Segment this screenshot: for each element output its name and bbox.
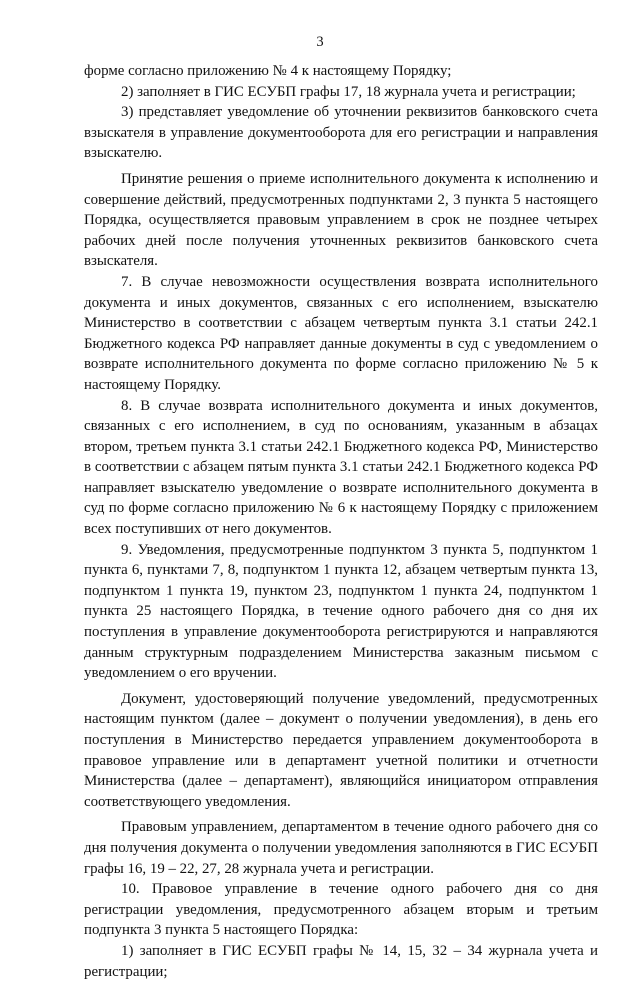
paragraph-item-9: 9. Уведомления, предусмотренные подпунктом 3 пункта 5, подпунктом 1 пункта 6, пунктами 7, 8, подпунктом 1 пункта 12, абзацем четвертым пункта 13, подпунктом 1 пункта 19, пунктом 23, подпунктом 1 пункта 24, подпунктом 1 пункта 25 настоящего Порядка, в течение одного рабочего дня со дня их поступления в управление документооборота регистрируются и направляются данным структурным подразделением Министерства заказным письмом с уведомлением о его вручении. [84,541,598,682]
paragraph-legal-department: Правовым управлением, департаментом в течение одного рабочего дня со дня получения документа о получении уведомления заполняются в ГИС ЕСУБП графы 16, 19 – 22, 27, 28 журнала учета и регистрации. [84,819,598,877]
paragraph-item-10: 10. Правовое управление в течение одного рабочего дня со дня регистрации уведомления, предусмотренного абзацем вторым и третьим подпункта 3 пункта 5 настоящего Порядка: [84,881,598,939]
document-body [84,61,598,982]
paragraph-decision: Принятие решения о приеме исполнительного документа к исполнению и совершение действий, предусмотренных подпунктами 2, 3 пункта 5 настоящего Порядка, осуществляется правовым управлением в срок не позднее четырех рабочих дней после получения уточненных реквизитов банковского счета взыскателя. [84,170,598,270]
paragraph-item-7: 7. В случае невозможности осуществления возврата исполнительного документа и иных документов, связанных с его исполнением, взыскателю Министерство в соответствии с абзацем четвертым пункта 3.1 статьи 242.1 Бюджетного кодекса РФ направляет данные документы в суд с уведомлением о возврате исполнительного документа по форме согласно приложению № 5 к настоящему Порядку. [84,273,598,393]
paragraph-item-8: 8. В случае возврата исполнительного документа и иных документов, связанных с его исполнением, в суд по основаниям, указанным в абзацах втором, третьем пункта 3.1 статьи 242.1 Бюджетного кодекса РФ, Министерство в соответствии с абзацем пятым пункта 3.1 статьи 242.1 Бюджетного кодекса РФ направляет взыскателю уведомление о возврате исполнительного документа в суд по форме согласно приложению № 6 к настоящему Порядку с приложением всех поступивших от него документов. [84,397,598,538]
paragraph-item-10-sub-1: 1) заполняет в ГИС ЕСУБП графы № 14, 15, 32 – 34 журнала учета и регистрации; [84,942,598,980]
paragraph-continuation: форме согласно приложению № 4 к настоящему Порядку; [84,63,452,79]
paragraph-subitem-3: 3) представляет уведомление об уточнении реквизитов банковского счета взыскателя в управление документооборота для его регистрации и направления взыскателю. [84,104,598,162]
paragraph-subitem-2: 2) заполняет в ГИС ЕСУБП графы 17, 18 журнала учета и регистрации; [121,83,576,100]
paragraph-delivery-document: Документ, удостоверяющий получение уведомлений, предусмотренных настоящим пунктом (далее – документ о получении уведомления), в день его поступления в Министерство передается управлением документооборота в правовое управление или в департамент учетной политики и отчетности Министерства (далее – департамент), являющийся инициатором отправления соответствующего уведомления. [84,690,598,810]
page-number: 3 [316,34,324,50]
